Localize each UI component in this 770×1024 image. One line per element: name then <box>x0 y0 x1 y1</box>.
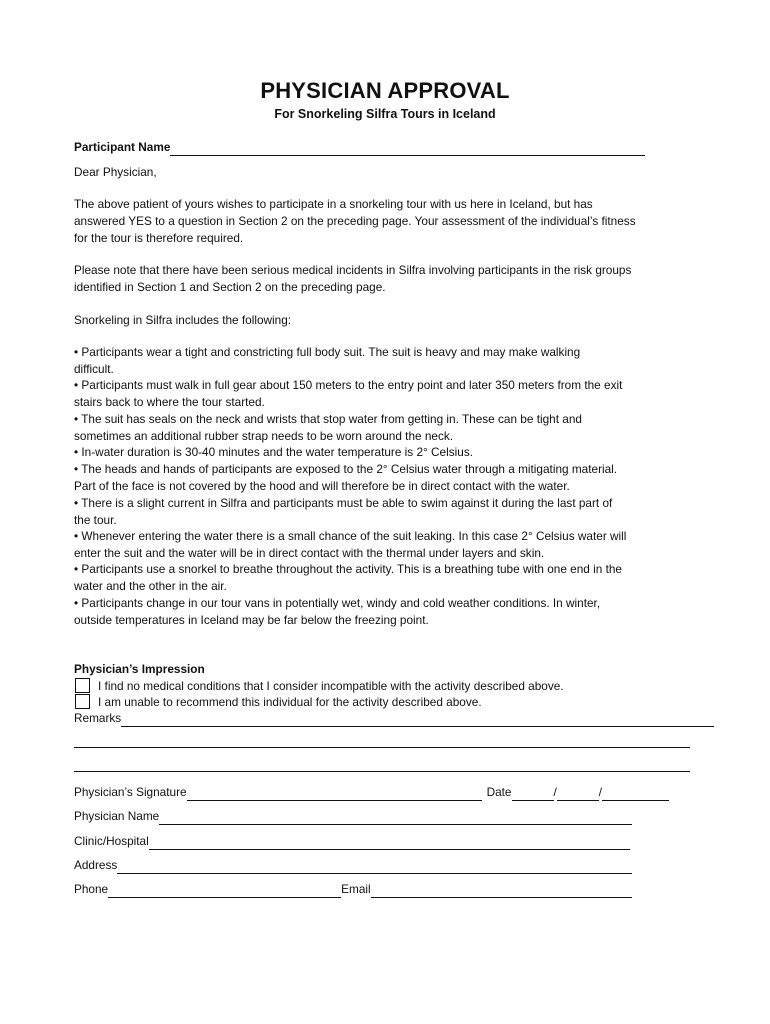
remarks-row <box>74 710 714 727</box>
participant-name-label: Participant Name <box>74 140 171 154</box>
bullet-line: the tour. <box>74 513 117 527</box>
date-separator: / <box>553 785 557 799</box>
participant-name-row <box>74 139 645 156</box>
bullet-line: enter the suit and the water will be in direct contact with the thermal under layers and skin. <box>74 546 545 560</box>
bullet-line: stairs back to where the tour started. <box>74 395 265 409</box>
phone-field[interactable] <box>108 884 341 898</box>
bullet-line: • Participants change in our tour vans in potentially wet, windy and cold weather conditions. In winter, <box>74 596 601 610</box>
bullet-line: sometimes an additional rubber strap needs to be worn around the neck. <box>74 429 454 443</box>
date-label: Date <box>486 785 512 799</box>
signature-label: Physician’s Signature <box>74 785 187 799</box>
paragraph-2-line: Please note that there have been serious medical incidents in Silfra involving participants in the risk groups <box>74 263 632 277</box>
email-label: Email <box>341 882 371 896</box>
paragraph-1-line: answered YES to a question in Section 2 on the preceding page. Your assessment of the individual’s fitness <box>74 214 636 228</box>
remarks-field-line-2[interactable] <box>74 734 690 748</box>
physician-name-row <box>74 808 632 825</box>
clinic-field[interactable] <box>149 836 630 850</box>
phone-label: Phone <box>74 882 109 896</box>
bullet-line: • There is a slight current in Silfra and participants must be able to swim against it during the last part of <box>74 496 613 510</box>
no-conditions-checkbox[interactable] <box>75 678 90 693</box>
date-day-field[interactable] <box>557 787 599 801</box>
salutation: Dear Physician, <box>74 165 157 179</box>
page-title: PHYSICIAN APPROVAL <box>260 78 510 103</box>
remarks-row <box>74 734 690 748</box>
clinic-row <box>74 833 630 850</box>
bullet-line: outside temperatures in Iceland may be far below the freezing point. <box>74 613 429 627</box>
physician-name-label: Physician Name <box>74 809 160 823</box>
bullet-line: • In-water duration is 30-40 minutes and the water temperature is 2° Celsius. <box>74 445 473 459</box>
bullet-line: • The suit has seals on the neck and wrists that stop water from getting in. These can be tight and <box>74 412 582 426</box>
paragraph-1-line: for the tour is therefore required. <box>74 231 244 245</box>
bullet-line: • Participants wear a tight and constricting full body suit. The suit is heavy and may make walking <box>74 345 581 359</box>
signature-field[interactable] <box>187 787 482 801</box>
unable-to-recommend-label: I am unable to recommend this individual for the activity described above. <box>98 695 482 709</box>
address-label: Address <box>74 858 118 872</box>
remarks-row <box>74 758 690 772</box>
date-month-field[interactable] <box>512 787 554 801</box>
bullet-line: • The heads and hands of participants are exposed to the 2° Celsius water through a mitigating material. <box>74 462 618 476</box>
address-field[interactable] <box>117 860 632 874</box>
physician-name-field[interactable] <box>159 811 632 825</box>
unable-to-recommend-checkbox[interactable] <box>75 694 90 709</box>
date-separator: / <box>598 785 603 799</box>
date-year-field[interactable] <box>602 787 669 801</box>
page-subtitle: For Snorkeling Silfra Tours in Iceland <box>274 107 496 121</box>
bullet-line: • Participants use a snorkel to breathe throughout the activity. This is a breathing tube with one end in the <box>74 562 622 576</box>
remarks-field[interactable] <box>121 713 714 727</box>
signature-row <box>74 784 669 801</box>
clinic-label: Clinic/Hospital <box>74 834 149 848</box>
impression-heading: Physician’s Impression <box>74 662 205 676</box>
no-conditions-label: I find no medical conditions that I consider incompatible with the activity described above. <box>98 679 564 693</box>
bullet-line: difficult. <box>74 362 114 376</box>
address-row <box>74 857 632 874</box>
participant-name-field[interactable] <box>170 142 645 156</box>
paragraph-1-line: The above patient of yours wishes to participate in a snorkeling tour with us here in Iceland, but has <box>74 197 593 211</box>
bullet-line: water and the other in the air. <box>74 579 227 593</box>
remarks-label: Remarks <box>74 711 122 725</box>
email-field[interactable] <box>371 884 632 898</box>
paragraph-3: Snorkeling in Silfra includes the following: <box>74 313 292 327</box>
phone-email-row <box>74 881 632 898</box>
remarks-field-line-3[interactable] <box>74 758 690 772</box>
paragraph-2-line: identified in Section 1 and Section 2 on the preceding page. <box>74 280 386 294</box>
bullet-line: • Participants must walk in full gear about 150 meters to the entry point and later 350 meters from the exit <box>74 378 623 392</box>
bullet-line: Part of the face is not covered by the hood and will therefore be in direct contact with the water. <box>74 479 570 493</box>
bullet-line: • Whenever entering the water there is a small chance of the suit leaking. In this case 2° Celsius water will <box>74 529 627 543</box>
